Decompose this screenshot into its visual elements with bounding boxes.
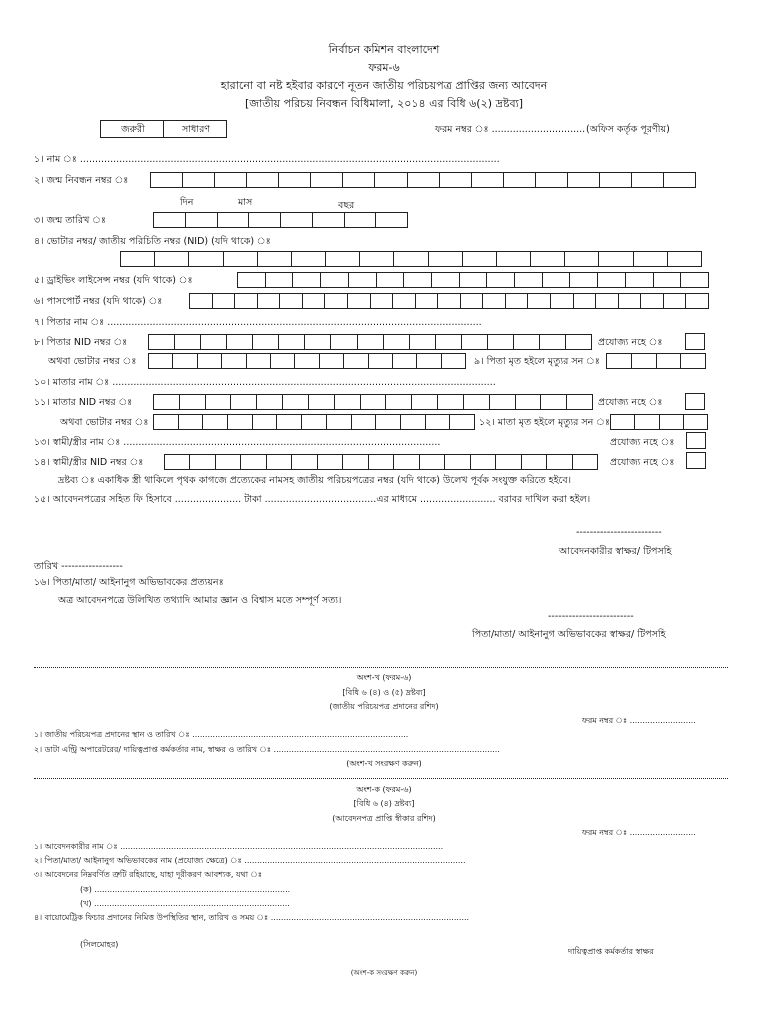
father-voter-boxes[interactable] <box>148 353 466 369</box>
date-field[interactable]: তারিখ ------------------ <box>34 561 123 572</box>
part-ka-applicant-name[interactable]: ১। আবেদনকারীর নাম ঃ ............................................................................................................................... <box>34 842 444 851</box>
day-label: দিন <box>180 197 194 208</box>
part-ka-title: অংশ-ক (ফরম-৬) <box>356 785 412 794</box>
dob-label: ৩। জন্ম তারিখ ঃ <box>34 215 106 226</box>
mother-death-boxes[interactable] <box>610 414 708 430</box>
spouse-nid-boxes[interactable] <box>164 454 598 470</box>
guardian-sig-line: ------------------------- <box>548 611 634 622</box>
part-kha-keep-note: (অংশ-খ সংরক্ষণ করুন) <box>346 759 422 768</box>
father-voter-label: অথবা ভোটার নম্বর ঃ <box>48 356 137 367</box>
part-ka-biometric[interactable]: ৪। বায়োমেট্রিক ফিচার প্রদানের নিমিত্ত উপস্থিতির স্থান, তারিখ ও সময় ঃ .............................................................................. <box>34 913 470 922</box>
nid-label: ৪। ভোটার নম্বর/ জাতীয় পরিচিতি নম্বর (NID) (যদি থাকে) ঃ <box>34 236 271 247</box>
spouse-nid-na-label: প্রযোজ্য নহে ঃ <box>610 457 675 468</box>
part-ka-defect-b[interactable]: (খ) ............................................................................. <box>80 899 290 908</box>
mother-death-label: ১২। মাতা মৃত হইলে মৃত্যুর সন ঃ <box>479 417 610 428</box>
part-kha-subtitle: (জাতীয় পরিচয়পত্র প্রদানের রশিদ) <box>329 702 439 711</box>
spouse-nid-label: ১৪। স্বামী/স্ত্রীর NID নম্বর ঃ <box>34 457 144 468</box>
form-number-title: ফরম-৬ <box>368 61 400 74</box>
seal-label: (সিলমোহর) <box>80 940 119 949</box>
part-ka-rule: [বিধি ৬ (৪) দ্রষ্টব্য] <box>353 799 415 808</box>
org-title: নির্বাচন কমিশন বাংলাদেশ <box>328 43 440 56</box>
mother-voter-label: অথবা ভোটার নম্বর ঃ <box>60 417 149 428</box>
rule-reference: [জাতীয় পরিচয় নিবন্ধন বিধিমালা, ২০১৪ এর বিধি ৬(২) দ্রষ্টব্য] <box>244 97 524 110</box>
part-kha-rule: [বিধি ৬ (৪) ও (৫) দ্রষ্টব্য] <box>342 688 426 697</box>
father-death-boxes[interactable] <box>606 353 706 369</box>
spouse-name-na-checkbox[interactable] <box>686 432 706 449</box>
part-ka-keep-note: (অংশ-ক সংরক্ষণ করুন) <box>350 969 418 977</box>
birth-reg-label: ২। জন্ম নিবন্ধন নম্বর ঃ <box>34 175 129 186</box>
guardian-attestation-title: ১৬। পিতা/মাতা/ আইনানুগ অভিভাবকের প্রত্যয়নঃ <box>34 577 224 588</box>
month-label: মাস <box>238 197 253 208</box>
guardian-signature-label: পিতা/মাতা/ আইনানুগ অভিভাবকের স্বাক্ষর/ টিপসহি <box>472 629 666 640</box>
spouse-nid-na-checkbox[interactable] <box>686 452 706 469</box>
urgent-checkbox[interactable] <box>100 120 164 138</box>
nid-boxes[interactable] <box>120 251 702 267</box>
mother-nid-na-label: প্রযোজ্য নহে ঃ <box>598 397 663 408</box>
driving-license-boxes[interactable] <box>237 272 709 288</box>
regular-checkbox[interactable] <box>163 120 227 138</box>
form-title: হারানো বা নষ্ট হইবার কারণে নূতন জাতীয় পরিচয়পত্র প্রাপ্তির জন্য আবেদন <box>220 79 548 92</box>
part-kha-issue-place[interactable]: ১। জাতীয় পরিচয়পত্র প্রদানের স্থান ও তারিখ ঃ ..................................................................................... <box>34 730 409 739</box>
mother-nid-na-checkbox[interactable] <box>685 393 705 410</box>
birth-reg-boxes[interactable] <box>150 172 696 188</box>
mother-name-field[interactable]: ১০। মাতার নাম ঃ ............................................................................................................................... <box>34 377 496 388</box>
driving-license-label: ৫। ড্রাইভিং লাইসেন্স নম্বর (যদি থাকে) ঃ <box>34 275 193 286</box>
father-nid-na-label: প্রযোজ্য নহে ঃ <box>598 337 663 348</box>
part-ka-defect-a[interactable]: (ক) ............................................................................. <box>80 885 291 894</box>
passport-boxes[interactable] <box>189 293 709 309</box>
spouse-name-field[interactable]: ১৩। স্বামী/স্ত্রীর নাম ঃ ......................................................................................................... <box>34 437 441 448</box>
applicant-sig-line: ------------------------- <box>576 527 662 538</box>
regular-label: সাধারণ <box>181 124 211 135</box>
mother-nid-label: ১১। মাতার NID নম্বর ঃ <box>34 397 133 408</box>
part-ka-subtitle: (আবেদনপত্র প্রাপ্তি স্বীকার রশিদ) <box>332 814 436 823</box>
form-number-field[interactable]: ফরম নম্বর ঃ ............................... <box>435 124 586 135</box>
office-use-note: (অফিস কর্তৃক পূরণীয়) <box>586 124 670 135</box>
note-text: দ্রষ্টব্য ঃ একাধিক স্ত্রী থাকিলে পৃথক কাগজে প্রত্যেকের নামসহ জাতীয় পরিচয়পত্রের নম্বর (যদি থাকে) উলেখ পূর্বক সংযুক্ত করিতে হইবে। <box>58 475 572 486</box>
father-name-field[interactable]: ৭। পিতার নাম ঃ ............................................................................................................................ <box>34 317 482 328</box>
name-field[interactable]: ১। নাম ঃ ........................................................................................................................................... <box>34 154 500 165</box>
part-ka-defects-label: ৩। আবেদনের নিম্নবর্ণিত ত্রুটি রহিয়াছে, যাহা দূরীকরণ আবশ্যক, যথা ঃ <box>34 870 263 879</box>
father-nid-boxes[interactable] <box>148 334 592 350</box>
fee-field[interactable]: ১৫। আবেদনপত্রের সহিত ফি হিসাবে ...................... টাকা .....................................এর মাধ্যমে ......................... বরাবর দাখিল করা হইল। <box>34 494 591 505</box>
spouse-name-na-label: প্রযোজ্য নহে ঃ <box>610 437 675 448</box>
part-ka-form-number[interactable]: ফরম নম্বর ঃ .......................... <box>582 828 696 837</box>
applicant-signature-label: আবেদনকারীর স্বাক্ষর/ টিপসহি <box>559 546 672 557</box>
part-kha-form-number[interactable]: ফরম নম্বর ঃ .......................... <box>582 716 696 725</box>
cut-line-2 <box>34 778 728 779</box>
part-ka-guardian-name[interactable]: ২। পিতা/মাতা/ আইনানুগ অভিভাবকের নাম (প্রযোজ্য ক্ষেত্রে) ঃ ....................................................................................... <box>34 856 466 865</box>
part-kha-operator[interactable]: ২। ডাটা এন্ট্রি অপারেটরের/ দায়িত্বপ্রাপ্ত কর্মকর্তার নাম, স্বাক্ষর ও তারিখ ঃ ......................................................................................... <box>34 745 500 754</box>
father-nid-na-checkbox[interactable] <box>685 333 705 350</box>
passport-label: ৬। পাসপোর্ট নম্বর (যদি থাকে) ঃ <box>34 296 163 307</box>
father-nid-label: ৮। পিতার NID নম্বর ঃ <box>34 337 128 348</box>
guardian-attestation-text: অত্র আবেদনপত্রে উলিখিত তথ্যাদি আমার জ্ঞান ও বিশ্বাস মতে সম্পূর্ণ সত্য। <box>58 595 342 606</box>
cut-line-1 <box>34 667 728 668</box>
mother-nid-boxes[interactable] <box>153 394 593 410</box>
father-death-label: ৯। পিতা মৃত হইলে মৃত্যুর সন ঃ <box>474 356 600 367</box>
mother-voter-boxes[interactable] <box>153 414 475 430</box>
year-label: বছর <box>338 200 355 211</box>
dob-boxes[interactable] <box>153 212 408 228</box>
urgent-label: জরুরী <box>121 124 145 135</box>
officer-signature-label: দায়িত্বপ্রাপ্ত কর্মকর্তার স্বাক্ষর <box>568 947 654 956</box>
part-kha-title: অংশ-খ (ফরম-৬) <box>356 673 412 682</box>
